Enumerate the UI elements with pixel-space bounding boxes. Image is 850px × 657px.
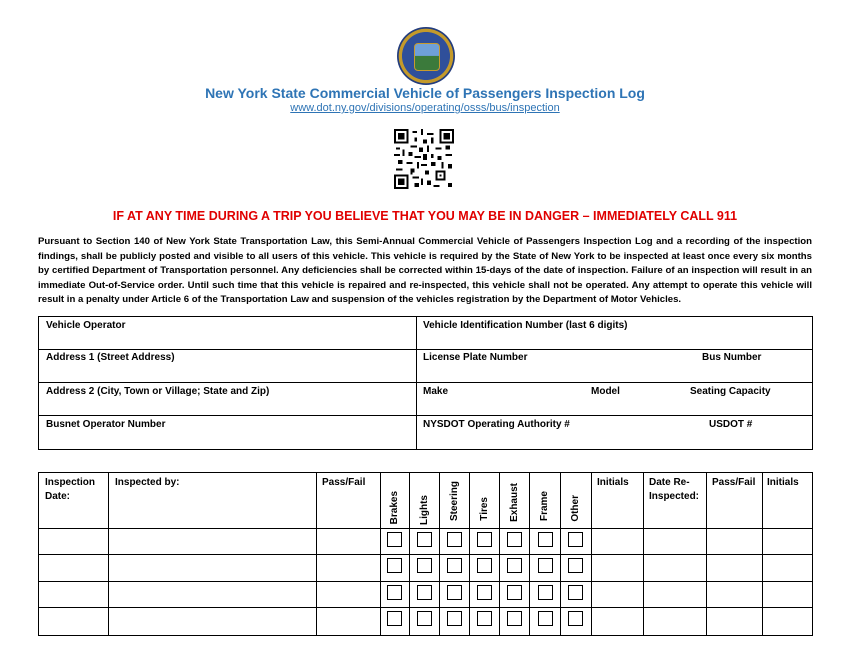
- checkbox-tires[interactable]: [477, 532, 492, 547]
- log-col-line: [529, 473, 530, 635]
- checkbox-exhaust[interactable]: [507, 558, 522, 573]
- checkbox-lights[interactable]: [417, 611, 432, 626]
- checkbox-brakes[interactable]: [387, 558, 402, 573]
- log-col-line: [706, 473, 707, 635]
- log-col-line: [316, 473, 317, 635]
- checkbox-steering[interactable]: [447, 611, 462, 626]
- lights-header: Lights: [419, 495, 430, 525]
- log-row-line: [39, 554, 812, 555]
- log-col-line: [762, 473, 763, 635]
- checkbox-exhaust[interactable]: [507, 585, 522, 600]
- initials-2-header: Initials: [767, 477, 799, 488]
- log-row-line: [39, 528, 812, 529]
- seal-shield: [414, 43, 440, 71]
- checkbox-other[interactable]: [568, 585, 583, 600]
- brakes-header: Brakes: [389, 491, 400, 525]
- other-header: Other: [570, 495, 581, 522]
- date-reinspected-header: Date Re-Inspected:: [649, 477, 700, 502]
- info-divider: [416, 317, 417, 449]
- log-col-line: [108, 473, 109, 635]
- address1-field[interactable]: Address 1 (Street Address): [46, 352, 175, 363]
- checkbox-steering[interactable]: [447, 532, 462, 547]
- steering-header: Steering: [449, 481, 460, 522]
- log-col-line: [591, 473, 592, 635]
- log-col-line: [643, 473, 644, 635]
- inspection-date-header: Inspection Date:: [45, 477, 96, 502]
- log-row-line: [39, 581, 812, 582]
- legal-notice: Pursuant to Section 140 of New York State Transportation Law, this Semi-Annual Commercial Vehicle of Passengers Inspection Log and a recording of the inspection findings, shall be publicly posted and visible to all users of this vehicle. This vehicle is required by the State of New York to be inspected at least once every six months by certified Department of Transportation personnel. Any deficiencies shall be corrected within 15-days of the date of inspection. Failure of an inspection will result in an immediate Out-of-Service order. Until such time that this vehicle is repaired and re-inspected, this vehicle shall not be operated. Any attempt to operate this vehicle will result in a penalty under Article 6 of the Transportation Law and suspension of the vehicles registration by the Department of Motor Vehicles.: [38, 236, 812, 306]
- checkbox-lights[interactable]: [417, 558, 432, 573]
- checkbox-brakes[interactable]: [387, 585, 402, 600]
- checkbox-tires[interactable]: [477, 558, 492, 573]
- frame-header: Frame: [539, 491, 550, 522]
- vin-field[interactable]: Vehicle Identification Number (last 6 digits): [423, 320, 628, 331]
- checkbox-brakes[interactable]: [387, 611, 402, 626]
- pass-fail-header: Pass/Fail: [322, 477, 366, 488]
- inspection-log-table: [38, 472, 813, 636]
- make-field[interactable]: Make: [423, 386, 449, 397]
- checkbox-frame[interactable]: [538, 585, 553, 600]
- model-field[interactable]: Model: [591, 386, 620, 397]
- license-plate-field[interactable]: License Plate Number: [423, 352, 528, 363]
- initials-header: Initials: [597, 477, 629, 488]
- checkbox-other[interactable]: [568, 558, 583, 573]
- busnet-operator-field[interactable]: Busnet Operator Number: [46, 419, 166, 430]
- checkbox-exhaust[interactable]: [507, 611, 522, 626]
- log-col-line: [499, 473, 500, 635]
- checkbox-frame[interactable]: [538, 611, 553, 626]
- nysdot-authority-field[interactable]: NYSDOT Operating Authority #: [423, 419, 570, 430]
- vehicle-info-table: [38, 316, 813, 450]
- checkbox-brakes[interactable]: [387, 532, 402, 547]
- checkbox-tires[interactable]: [477, 585, 492, 600]
- seating-capacity-field[interactable]: Seating Capacity: [690, 386, 771, 397]
- log-col-line: [469, 473, 470, 635]
- log-col-line: [439, 473, 440, 635]
- checkbox-lights[interactable]: [417, 585, 432, 600]
- emergency-warning: IF AT ANY TIME DURING A TRIP YOU BELIEVE THAT YOU MAY BE IN DANGER – IMMEDIATELY CALL 911: [112, 209, 738, 223]
- bus-number-field[interactable]: Bus Number: [702, 352, 762, 363]
- checkbox-tires[interactable]: [477, 611, 492, 626]
- checkbox-steering[interactable]: [447, 585, 462, 600]
- log-row-line: [39, 607, 812, 608]
- qr-code: [394, 128, 454, 190]
- checkbox-other[interactable]: [568, 611, 583, 626]
- checkbox-frame[interactable]: [538, 558, 553, 573]
- page-title: New York State Commercial Vehicle of Passengers Inspection Log: [205, 85, 645, 101]
- checkbox-frame[interactable]: [538, 532, 553, 547]
- checkbox-exhaust[interactable]: [507, 532, 522, 547]
- address2-field[interactable]: Address 2 (City, Town or Village; State and Zip): [46, 386, 270, 397]
- log-col-line: [560, 473, 561, 635]
- inspection-link[interactable]: www.dot.ny.gov/divisions/operating/osss/bus/inspection: [290, 102, 560, 114]
- log-col-line: [409, 473, 410, 635]
- nys-seal: [397, 27, 455, 85]
- checkbox-steering[interactable]: [447, 558, 462, 573]
- usdot-field[interactable]: USDOT #: [709, 419, 753, 430]
- inspected-by-header: Inspected by:: [115, 477, 180, 488]
- pass-fail-2-header: Pass/Fail: [712, 477, 756, 488]
- log-col-line: [380, 473, 381, 635]
- checkbox-other[interactable]: [568, 532, 583, 547]
- vehicle-operator-field[interactable]: Vehicle Operator: [46, 320, 126, 331]
- exhaust-header: Exhaust: [509, 483, 520, 522]
- tires-header: Tires: [479, 497, 490, 521]
- checkbox-lights[interactable]: [417, 532, 432, 547]
